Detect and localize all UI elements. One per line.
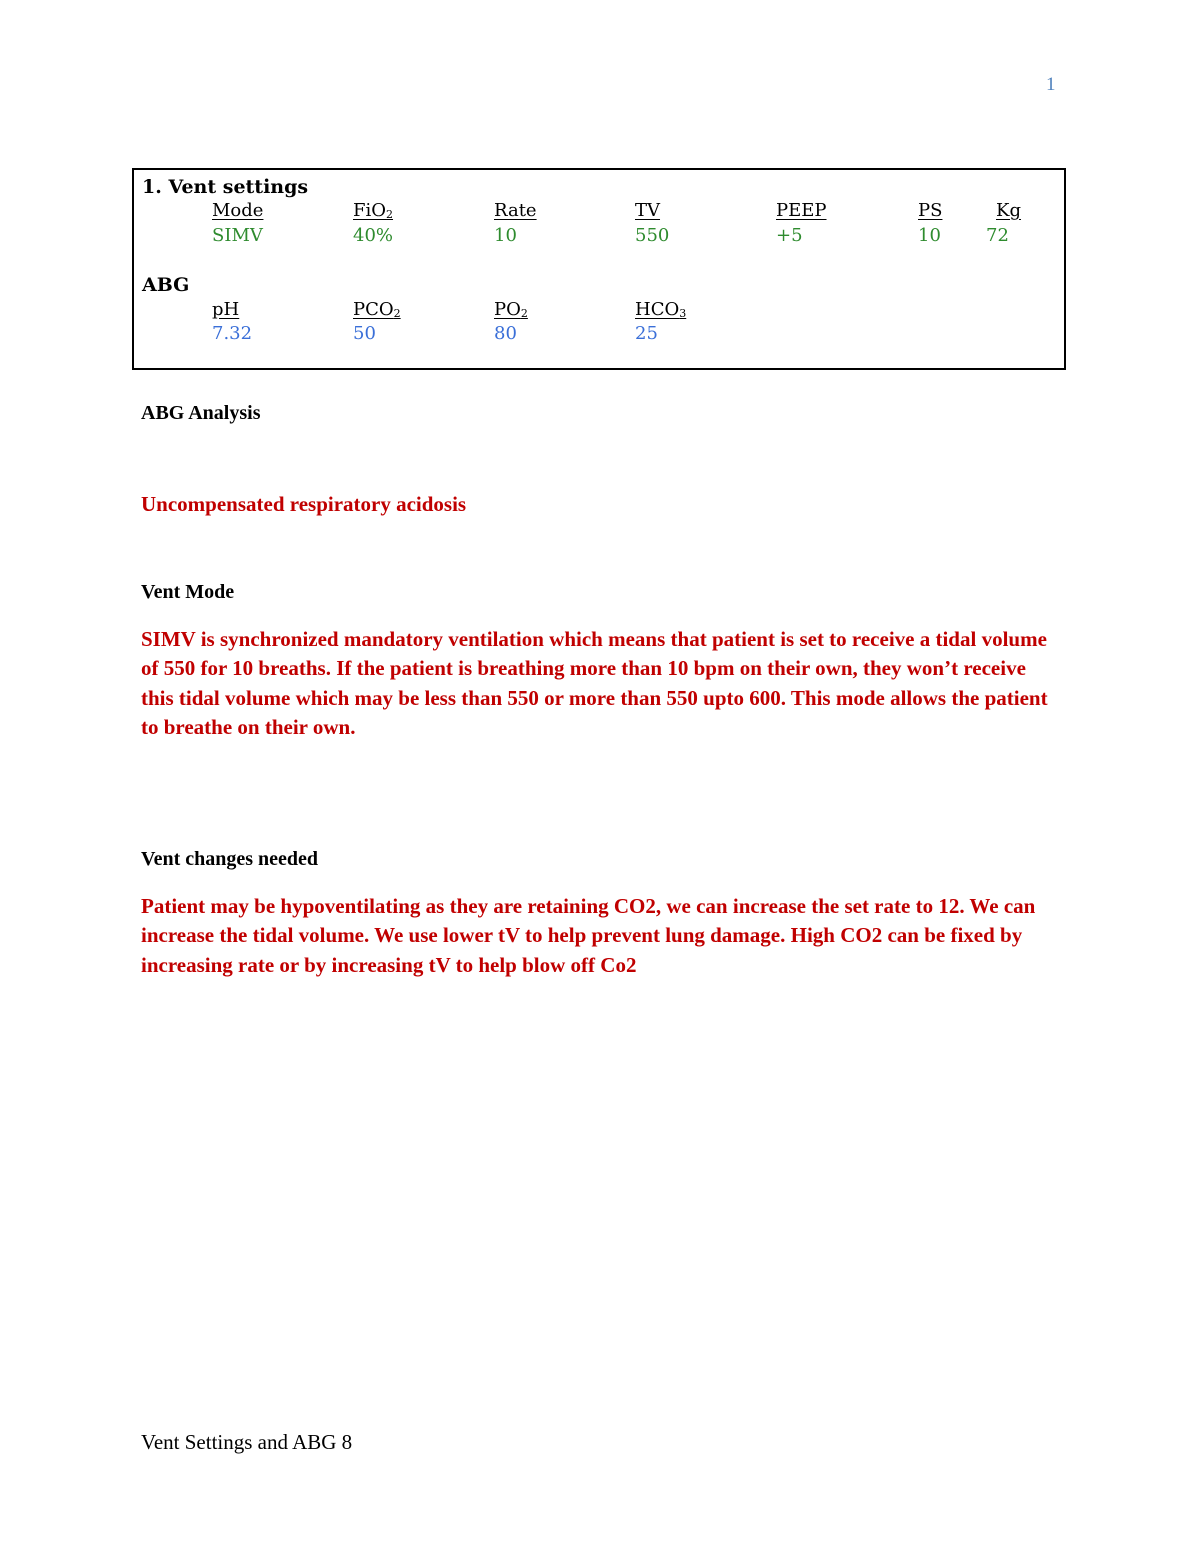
abg-analysis-heading: ABG Analysis <box>141 402 261 424</box>
header-pco2: $PCO_2$ <box>353 299 401 320</box>
value-fio2: 40% <box>353 225 394 246</box>
abg-title: ABG <box>142 274 190 296</box>
page-number: 1 <box>1046 74 1056 95</box>
header-kg: Kg <box>996 200 1021 221</box>
vent-settings-title: 1. Vent settings <box>142 176 309 198</box>
vent-changes-answer: Patient may be hypoventilating as they are retaining CO2, we can increase the set rate to 12. We can increase the tidal volume. We use lower tV to help prevent lung damage. High CO2 can be fixed by increasing rate or by increasing tV to help blow off Co2 <box>141 894 1036 977</box>
header-peep: PEEP <box>776 200 827 221</box>
value-ps: 10 <box>918 225 941 246</box>
vent-mode-answer: SIMV is synchronized mandatory ventilation which means that patient is set to receive a tidal volume of 550 for 10 breaths. If the patient is breathing more than 10 bpm on their own, they won’t receive this tidal volume which may be less than 550 or more than 550 upto 600. This mode allows the patient to breathe on their own. <box>141 627 1048 740</box>
value-rate: 10 <box>494 225 517 246</box>
value-peep: +5 <box>776 225 803 246</box>
header-mode: Mode <box>212 200 264 221</box>
header-fio2: FiO$_2$ <box>353 200 394 221</box>
header-rate: Rate <box>494 200 537 221</box>
header-tv: TV <box>635 200 661 221</box>
header-po2: $PO_2$ <box>494 299 528 320</box>
header-hco3: $HCO_3$ <box>635 299 687 320</box>
value-kg: 72 <box>986 225 1009 246</box>
value-po2: 80 <box>494 323 517 344</box>
header-ph: pH <box>212 299 240 320</box>
value-hco3: 25 <box>635 323 658 344</box>
value-tv: 550 <box>635 225 670 246</box>
header-ps: PS <box>918 200 943 221</box>
vent-settings-box <box>132 168 1066 370</box>
value-mode: SIMV <box>212 225 263 246</box>
value-pco2: 50 <box>353 323 376 344</box>
value-ph: 7.32 <box>212 323 253 344</box>
footer-running-head: Vent Settings and ABG 8 <box>141 1430 353 1454</box>
vent-mode-heading: Vent Mode <box>141 581 235 603</box>
vent-changes-heading: Vent changes needed <box>141 848 319 870</box>
abg-analysis-answer: Uncompensated respiratory acidosis <box>141 492 467 516</box>
